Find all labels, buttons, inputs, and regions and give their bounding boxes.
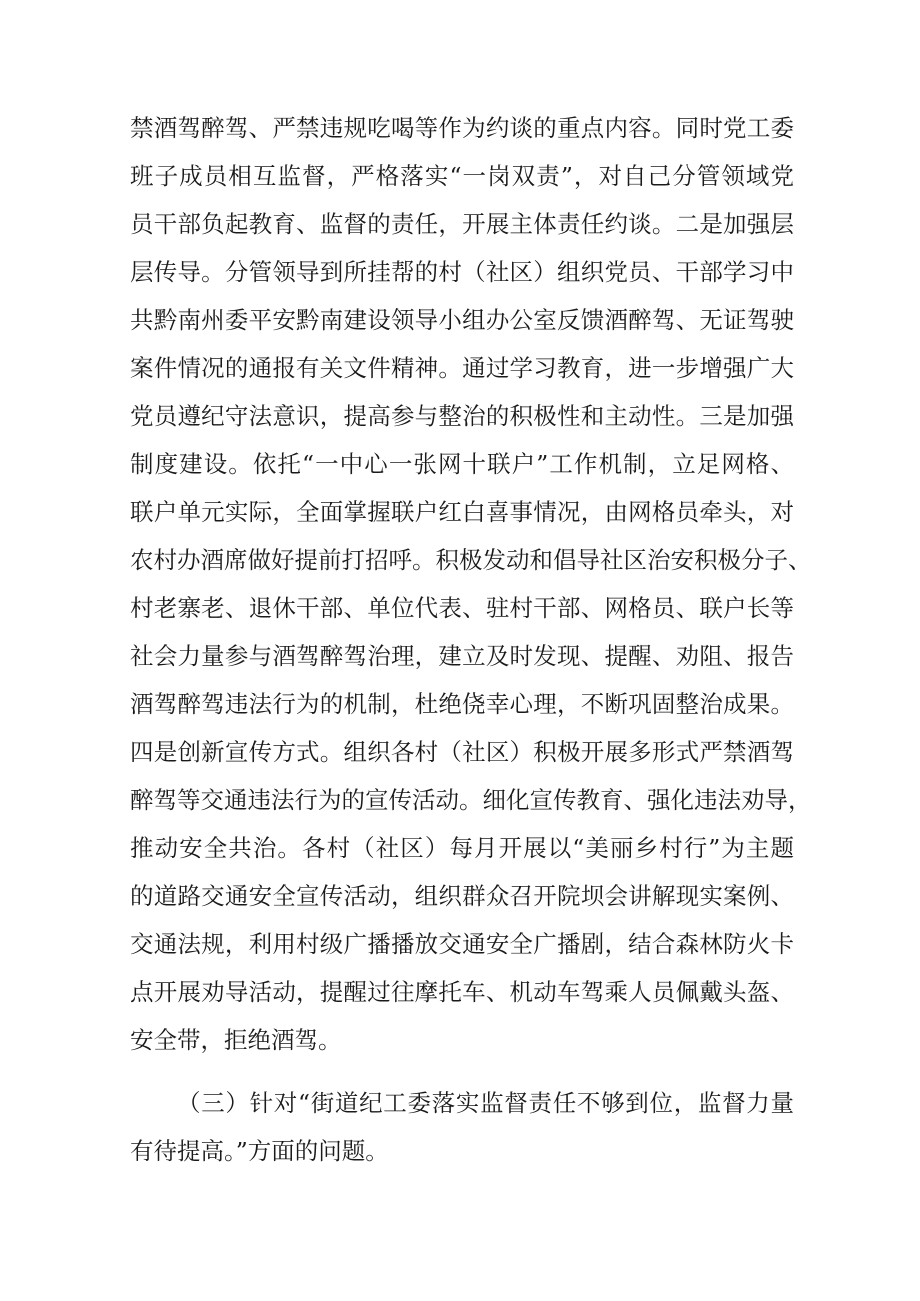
paragraph-line: 交通法规，利用村级广播播放交通安全广播剧，结合森林防火卡	[130, 930, 794, 958]
paragraph-line: 党员遵纪守法意识，提高参与整治的积极性和主动性。三是加强	[130, 402, 794, 430]
paragraph-line: 制度建设。依托“一中心一张网十联户”工作机制，立足网格、	[130, 450, 794, 478]
paragraph-line: 社会力量参与酒驾醉驾治理，建立及时发现、提醒、劝阻、报告	[130, 642, 794, 670]
paragraph-line: 四是创新宣传方式。组织各村（社区）积极开展多形式严禁酒驾	[130, 738, 794, 766]
paragraph-line: 醉驾等交通违法行为的宣传活动。细化宣传教育、强化违法劝导，	[130, 786, 812, 814]
paragraph-line: 层传导。分管领导到所挂帮的村（社区）组织党员、干部学习中	[130, 258, 794, 286]
paragraph-line: 的道路交通安全宣传活动，组织群众召开院坝会讲解现实案例、	[130, 882, 794, 910]
paragraph-line: 案件情况的通报有关文件精神。通过学习教育，进一步增强广大	[130, 354, 794, 382]
section-heading-line-end: 有待提高。”方面的问题。	[130, 1137, 389, 1165]
paragraph-line: 联户单元实际，全面掌握联户红白喜事情况，由网格员牵头，对	[130, 498, 794, 526]
paragraph-line-last: 安全带，拒绝酒驾。	[130, 1026, 342, 1054]
paragraph-line: 班子成员相互监督，严格落实“一岗双责”，对自己分管领域党	[130, 162, 794, 190]
paragraph-line: 村老寨老、退休干部、单位代表、驻村干部、网格员、联户长等	[130, 594, 794, 622]
section-heading-line: （三）针对“街道纪工委落实监督责任不够到位，监督力量	[177, 1089, 794, 1117]
paragraph-line: 禁酒驾醉驾、严禁违规吃喝等作为约谈的重点内容。同时党工委	[130, 114, 794, 142]
paragraph-line: 酒驾醉驾违法行为的机制，杜绝侥幸心理，不断巩固整治成果。	[130, 690, 794, 718]
paragraph-line: 推动安全共治。各村（社区）每月开展以“美丽乡村行”为主题	[130, 834, 794, 862]
paragraph-line: 共黔南州委平安黔南建设领导小组办公室反馈酒醉驾、无证驾驶	[130, 306, 794, 334]
paragraph-line: 员干部负起教育、监督的责任，开展主体责任约谈。二是加强层	[130, 210, 794, 238]
paragraph-line: 点开展劝导活动，提醒过往摩托车、机动车驾乘人员佩戴头盔、	[130, 978, 794, 1006]
paragraph-line: 农村办酒席做好提前打招呼。积极发动和倡导社区治安积极分子、	[130, 546, 812, 574]
